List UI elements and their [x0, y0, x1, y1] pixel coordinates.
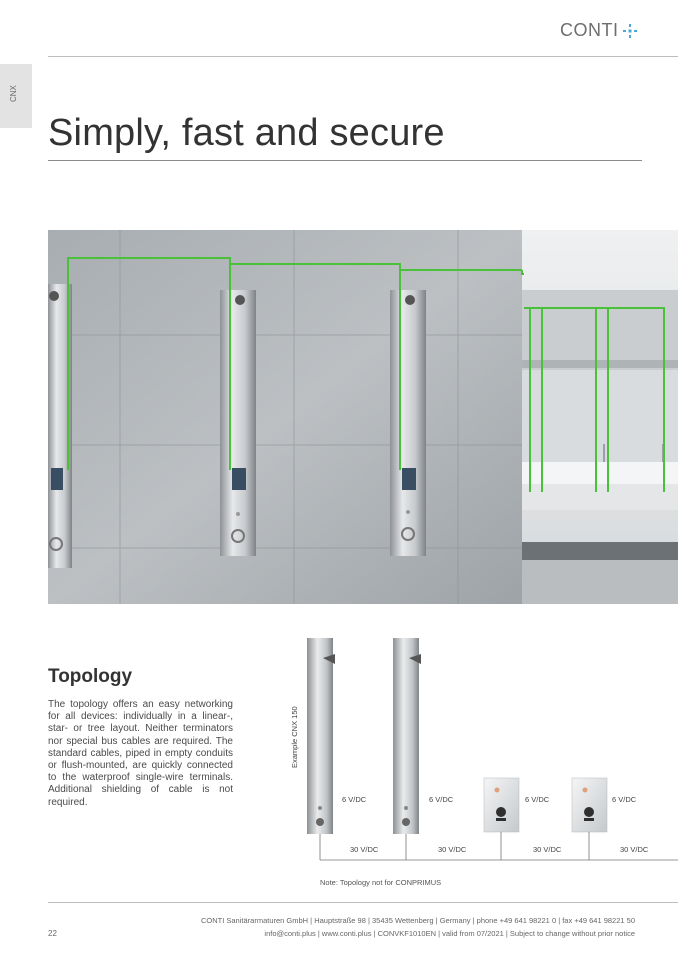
- plus-logo-icon: [622, 23, 638, 39]
- control-box-1: [484, 778, 519, 832]
- topology-title: Topology: [48, 666, 133, 687]
- bus-voltage-1: 30 V/DC: [350, 845, 379, 854]
- header-divider: [48, 56, 678, 57]
- brand-logo-text: CONTI: [560, 20, 619, 40]
- footer-address: CONTI Sanitärarmaturen GmbH | Hauptstraße 98 | 35435 Wettenberg | Germany | phone +49 641 98221 0 | fax +49 641 98221 50: [200, 916, 635, 925]
- device-voltage-4: 6 V/DC: [612, 795, 637, 804]
- side-tab-label: CNX: [9, 85, 18, 102]
- shower-panel-1: [307, 638, 335, 834]
- footer-contact: info@conti.plus | www.conti.plus | CONVKF1010EN | valid from 07/2021 | Subject to change without prior notice: [264, 929, 635, 938]
- device-voltage-1: 6 V/DC: [342, 795, 367, 804]
- bus-voltage-4: 30 V/DC: [620, 845, 649, 854]
- device-voltage-3: 6 V/DC: [525, 795, 550, 804]
- control-box-2: [572, 778, 607, 832]
- section-side-tab: [0, 64, 32, 128]
- device-voltage-2: 6 V/DC: [429, 795, 454, 804]
- bus-voltage-2: 30 V/DC: [438, 845, 467, 854]
- topology-description: The topology offers an easy networking for all devices: individually in a linear-, star- or tree layout. Neither terminators nor special bus cables are required. The standard cables, piped in empty conduits or flush-mounted, are quickly connected to the waterproof single-wire terminals. Additional shielding of cable is not required.: [48, 699, 233, 808]
- topology-diagram: [285, 630, 678, 865]
- shower-panel-2: [393, 638, 421, 834]
- bus-voltage-3: 30 V/DC: [533, 845, 562, 854]
- hero-illustration: [48, 230, 678, 604]
- topology-note: Note: Topology not for CONPRIMUS: [320, 878, 442, 887]
- page-headline: Simply, fast and secure: [48, 112, 445, 154]
- headline-divider: [48, 160, 642, 161]
- example-label: Example CNX 150: [290, 706, 299, 768]
- page-number: 22: [48, 929, 57, 938]
- brand-logo: [560, 20, 638, 41]
- footer-divider: [48, 902, 678, 903]
